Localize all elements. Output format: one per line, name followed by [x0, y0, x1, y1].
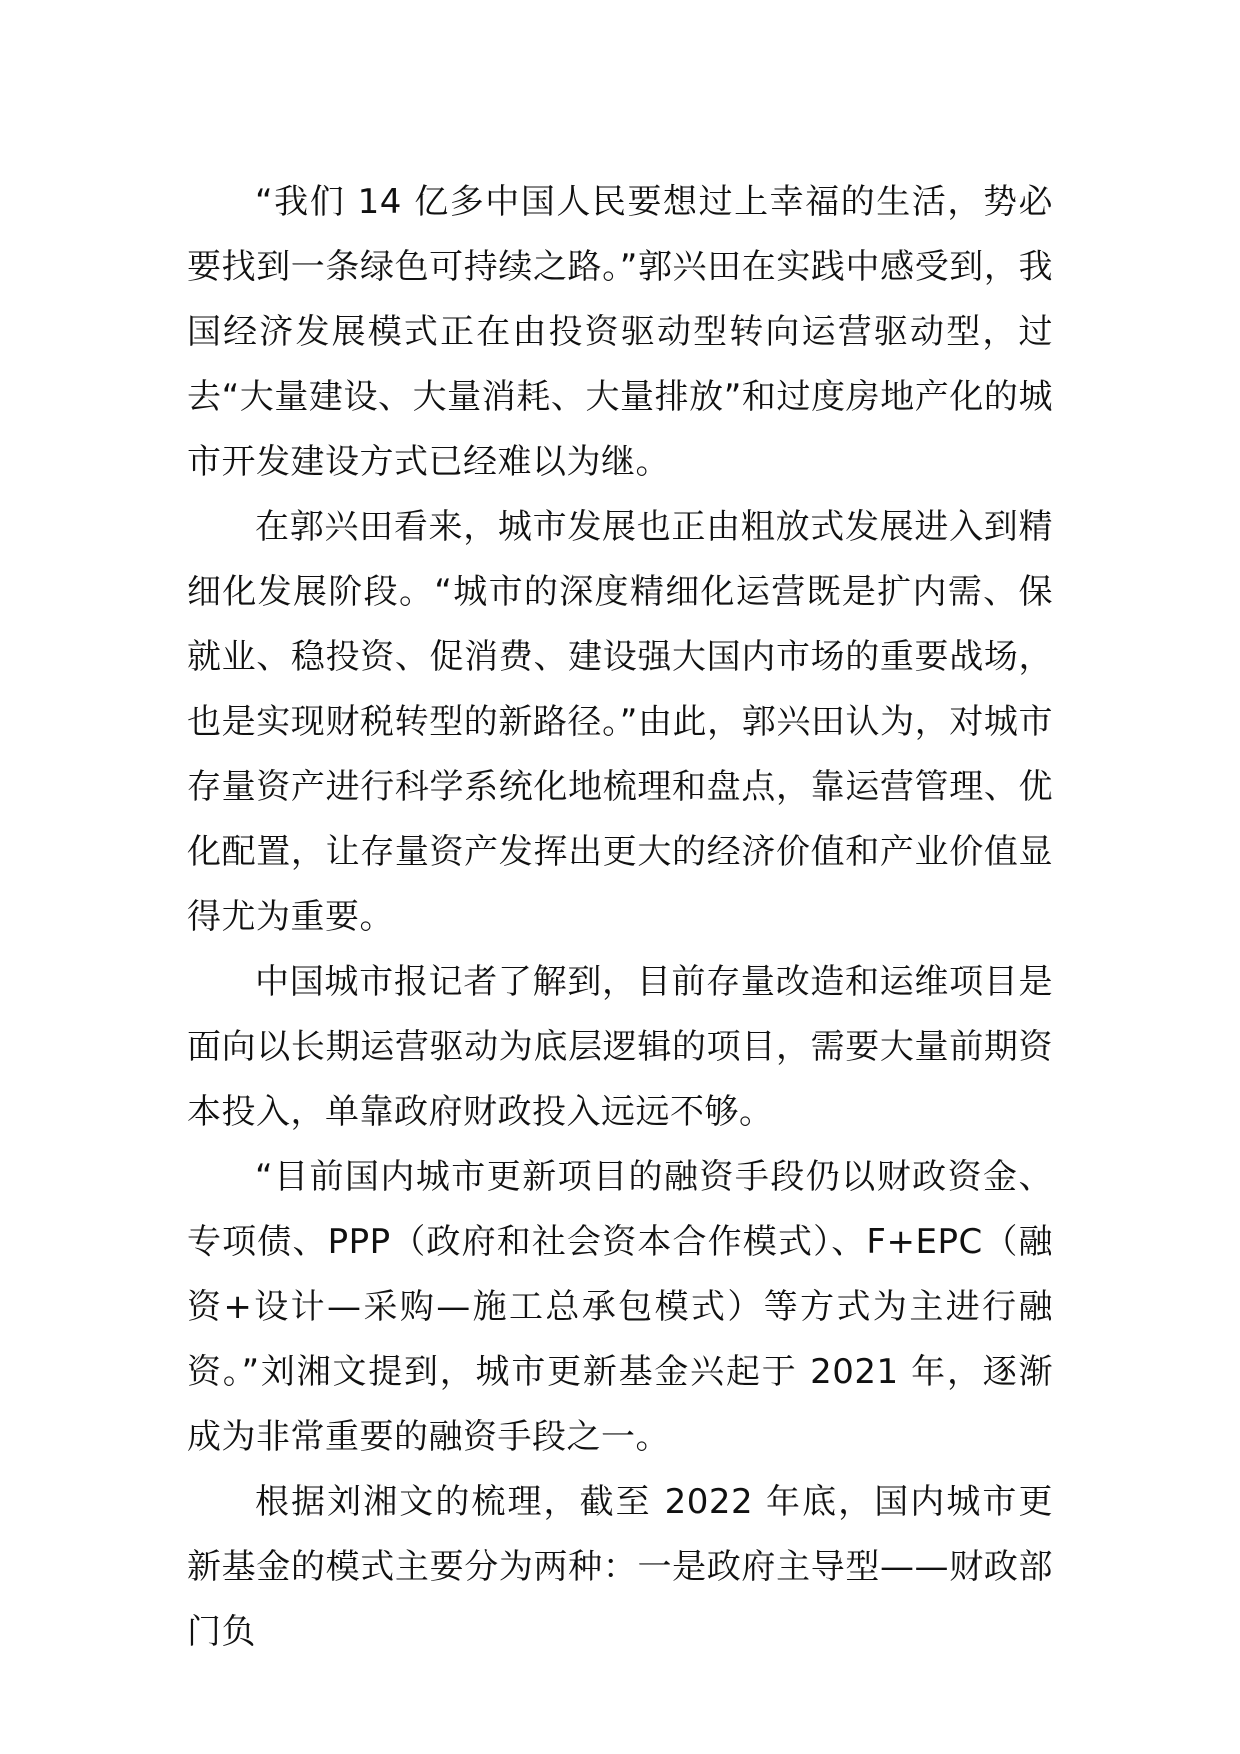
paragraph-4: “目前国内城市更新项目的融资手段仍以财政资金、专项债、PPP（政府和社会资本合作模式）、F+EPC（融资+设计—采购—施工总承包模式）等方式为主进行融资。”刘湘文提到，城市更新基金兴起于 2021 年，逐渐成为非常重要的融资手段之一。: [187, 1157, 1053, 1457]
paragraph-5: 根据刘湘文的梳理，截至 2022 年底，国内城市更新基金的模式主要分为两种：一是政府主导型——财政部门负: [187, 1482, 1053, 1652]
document-page: [187, 170, 1053, 1665]
paragraph-1: “我们 14 亿多中国人民要想过上幸福的生活，势必要找到一条绿色可持续之路。”郭兴田在实践中感受到，我国经济发展模式正在由投资驱动型转向运营驱动型，过去“大量建设、大量消耗、大量排放”和过度房地产化的城市开发建设方式已经难以为继。: [187, 182, 1053, 482]
paragraph-3: 中国城市报记者了解到，目前存量改造和运维项目是面向以长期运营驱动为底层逻辑的项目，需要大量前期资本投入，单靠政府财政投入远远不够。: [187, 962, 1053, 1132]
paragraph-2: 在郭兴田看来，城市发展也正由粗放式发展进入到精细化发展阶段。“城市的深度精细化运营既是扩内需、保就业、稳投资、促消费、建设强大国内市场的重要战场，也是实现财税转型的新路径。”由此，郭兴田认为，对城市存量资产进行科学系统化地梳理和盘点，靠运营管理、优化配置，让存量资产发挥出更大的经济价值和产业价值显得尤为重要。: [187, 507, 1053, 937]
